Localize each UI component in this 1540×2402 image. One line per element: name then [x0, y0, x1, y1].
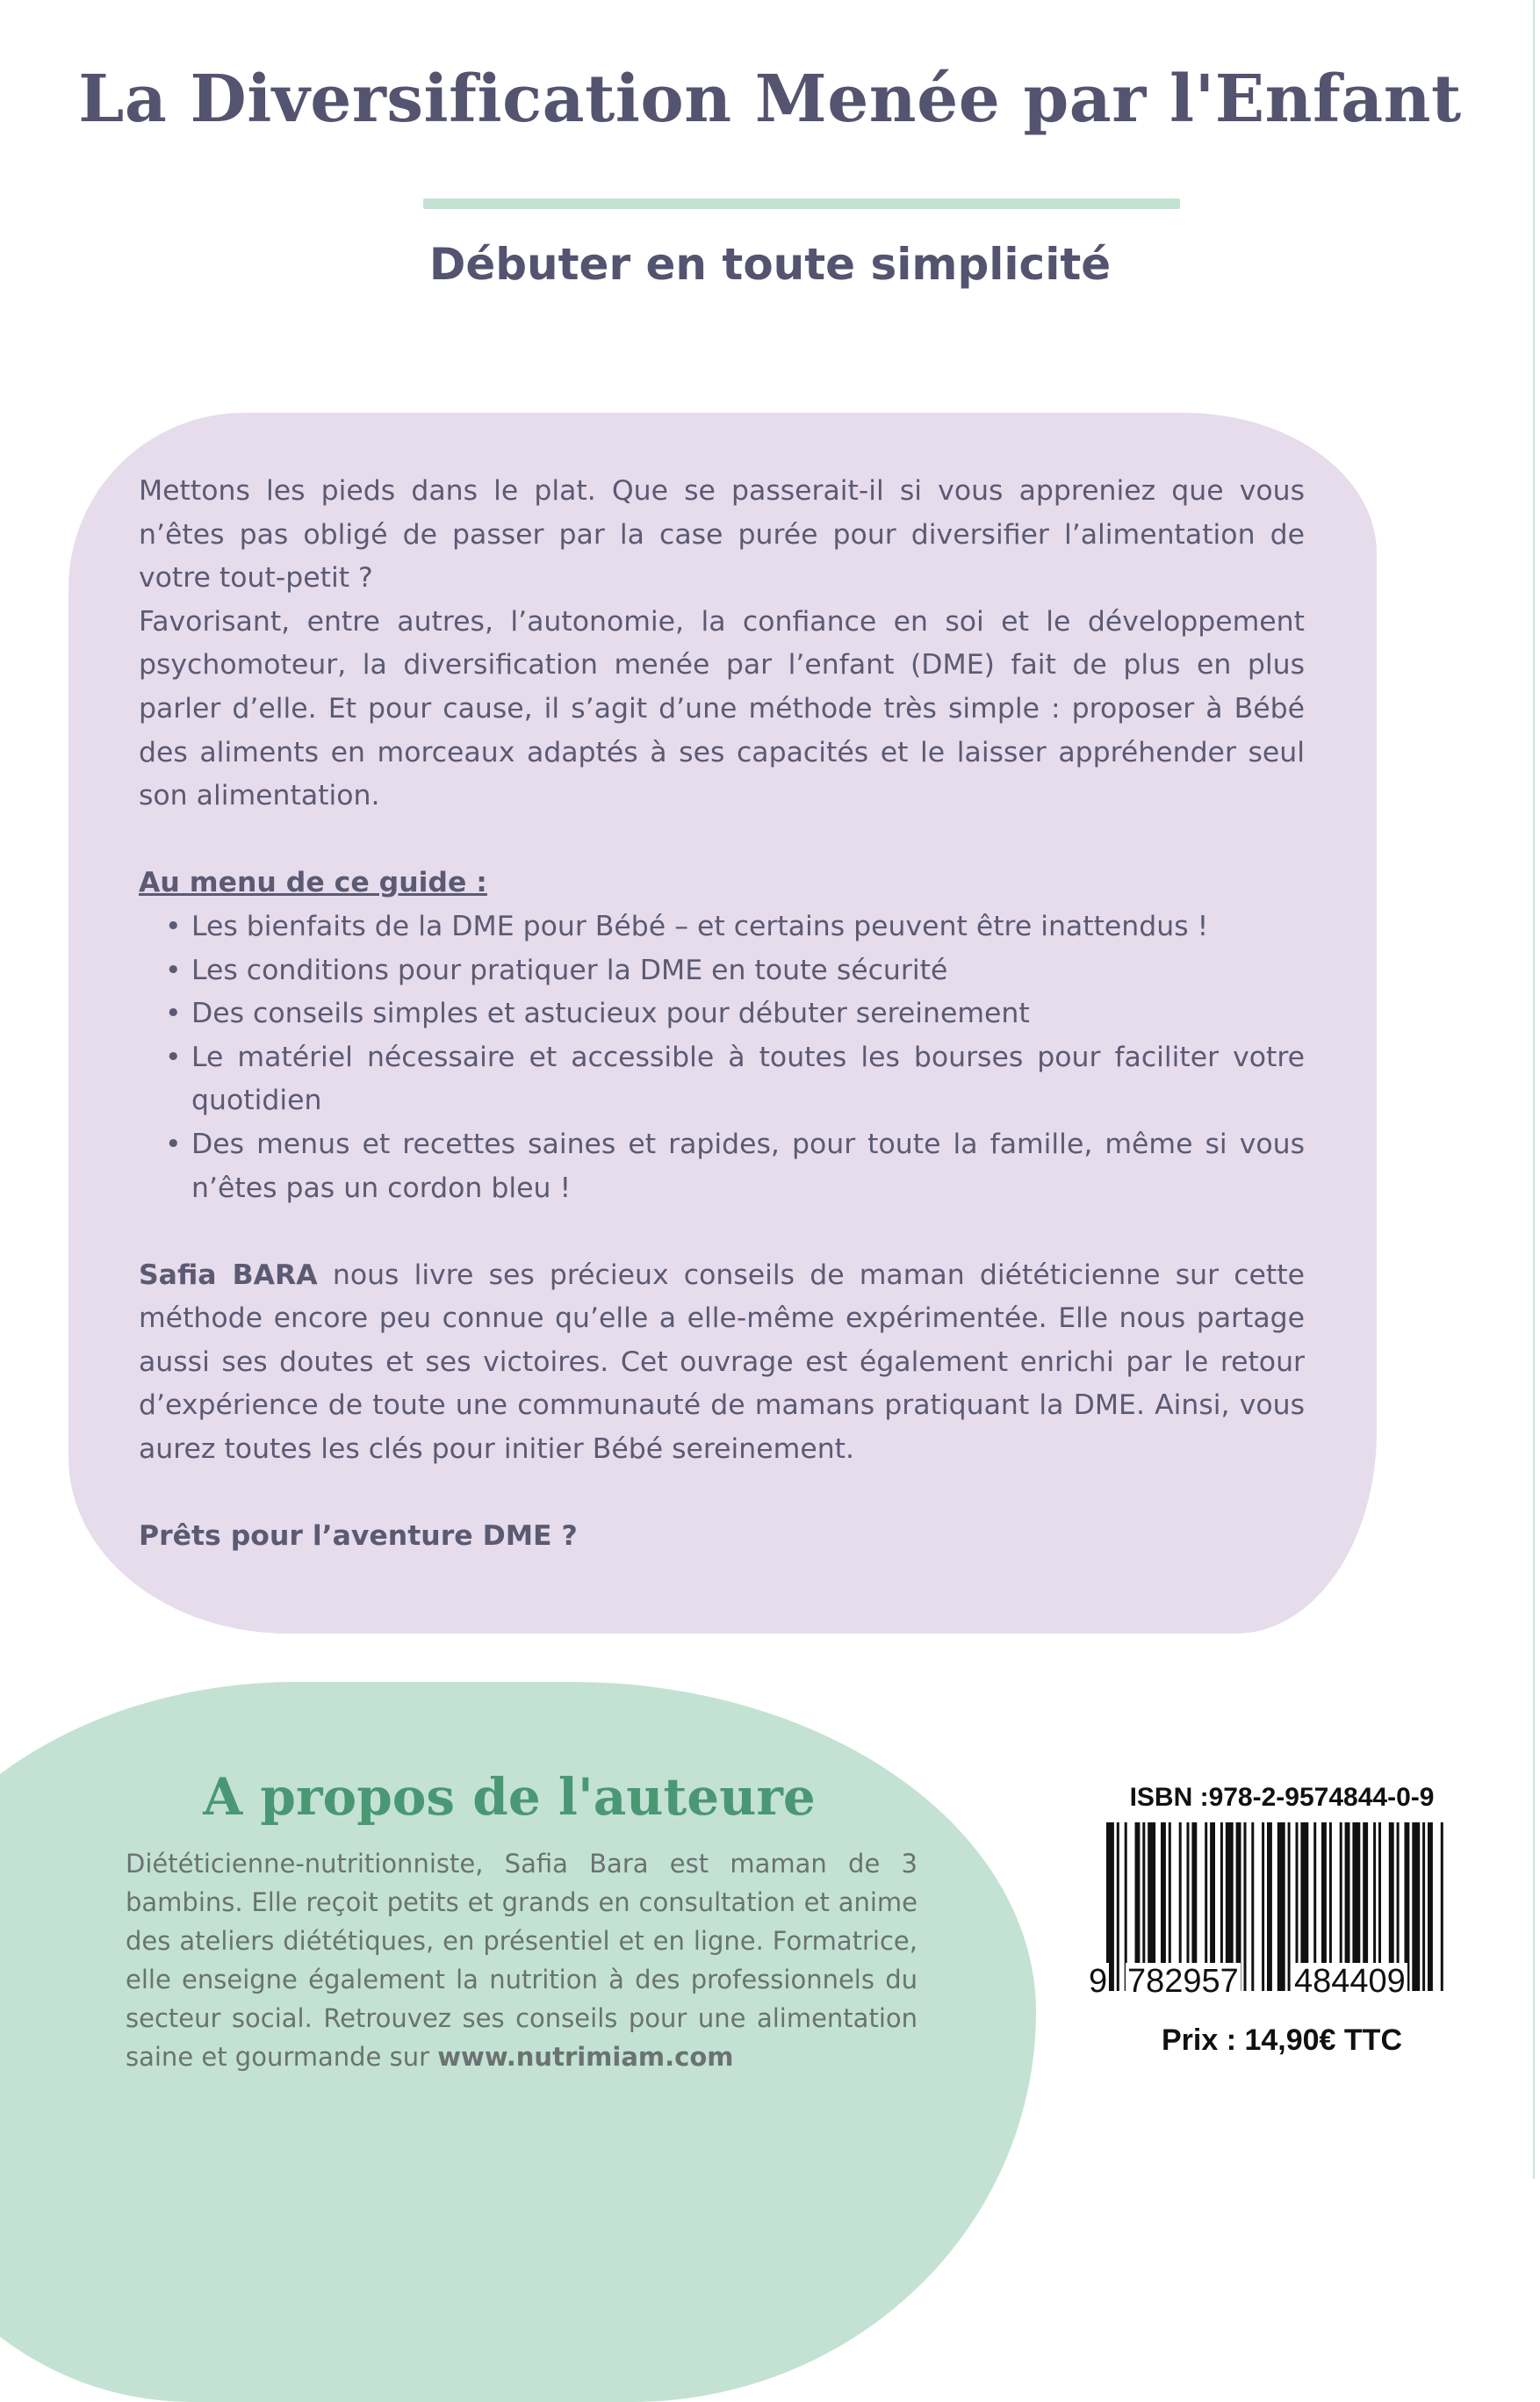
barcode-digits-right: 484409 [1294, 1963, 1406, 2000]
book-title: La Diversification Menée par l'Enfant [78, 61, 1462, 137]
barcode-digit-first: 9 [1089, 1963, 1108, 2000]
title-underline [423, 198, 1180, 209]
menu-item: • Les bienfaits de la DME pour Bébé – et certains peuvent être inattendus ! [139, 905, 1305, 949]
menu-list [139, 905, 1305, 1210]
about-title: A propos de l'auteure [203, 1767, 816, 1827]
isbn-label: ISBN :978-2-9574844-0-9 [1129, 1783, 1435, 1812]
author-paragraph-text: nous livre ses précieux conseils de maman diététicienne sur cette méthode encore peu connue qu’elle a elle-même expérimentée. Elle nous partage aussi ses doutes et ses victoires. Cet ouvrage est également enrichi par le retour d’expérience de toute une communauté de mamans pratiquant la DME. Ainsi, vous aurez toutes les clés pour initier Bébé sereinement. [139, 1259, 1305, 1466]
menu-item: • Le matériel nécessaire et accessible à toutes les bourses pour faciliter votre quotidien [139, 1036, 1305, 1123]
menu-heading: Au menu de ce guide : [139, 867, 487, 899]
price-label: Prix : 14,90€ TTC [1161, 2023, 1402, 2057]
author-paragraph [139, 1254, 1305, 1472]
barcode-digits-left: 782957 [1127, 1963, 1239, 2000]
about-text-body: Diététicienne-nutritionniste, Safia Bara est maman de 3 bambins. Elle reçoit petits et grands en consultation et anime des ateliers diététiques, en présentiel et en ligne. Formatrice, elle enseigne également la nutrition à des professionnels du secteur social. Retrouvez ses conseils pour une alimentation saine et gourmande sur [126, 1849, 918, 2072]
spacer [139, 1210, 1305, 1254]
website-link[interactable]: www.nutrimiam.com [437, 2042, 734, 2072]
edge-line [1533, 0, 1535, 2179]
about-text [126, 1844, 918, 2076]
menu-item: • Des conseils simples et astucieux pour débuter sereinement [139, 992, 1305, 1036]
closing-line: Prêts pour l’aventure DME ? [139, 1520, 578, 1553]
book-subtitle: Débuter en toute simplicité [428, 239, 1112, 290]
back-cover-summary [139, 470, 1305, 1559]
author-name: Safia BARA [139, 1259, 318, 1291]
spacer [139, 819, 1305, 862]
menu-item: • Les conditions pour pratiquer la DME en toute sécurité [139, 949, 1305, 993]
spacer [139, 1472, 1305, 1516]
barcode-digits [1087, 1963, 1456, 2007]
intro-paragraph-1: Mettons les pieds dans le plat. Que se passerait-il si vous appreniez que vous n’êtes pas obligé de passer par la case purée pour diversifier l’alimentation de votre tout-petit ? [139, 475, 1305, 595]
menu-item: • Des menus et recettes saines et rapides, pour toute la famille, même si vous n’êtes pas un cordon bleu ! [139, 1123, 1305, 1210]
isbn-barcode [1087, 1822, 1456, 2007]
intro-paragraph-2: Favorisant, entre autres, l’autonomie, la confiance en soi et le développement psychomoteur, la diversification menée par l’enfant (DME) fait de plus en plus parler d’elle. Et pour cause, il s’agit d’une méthode très simple : proposer à Bébé des aliments en morceaux adaptés à ses capacités et le laisser appréhender seul son alimentation. [139, 605, 1305, 812]
